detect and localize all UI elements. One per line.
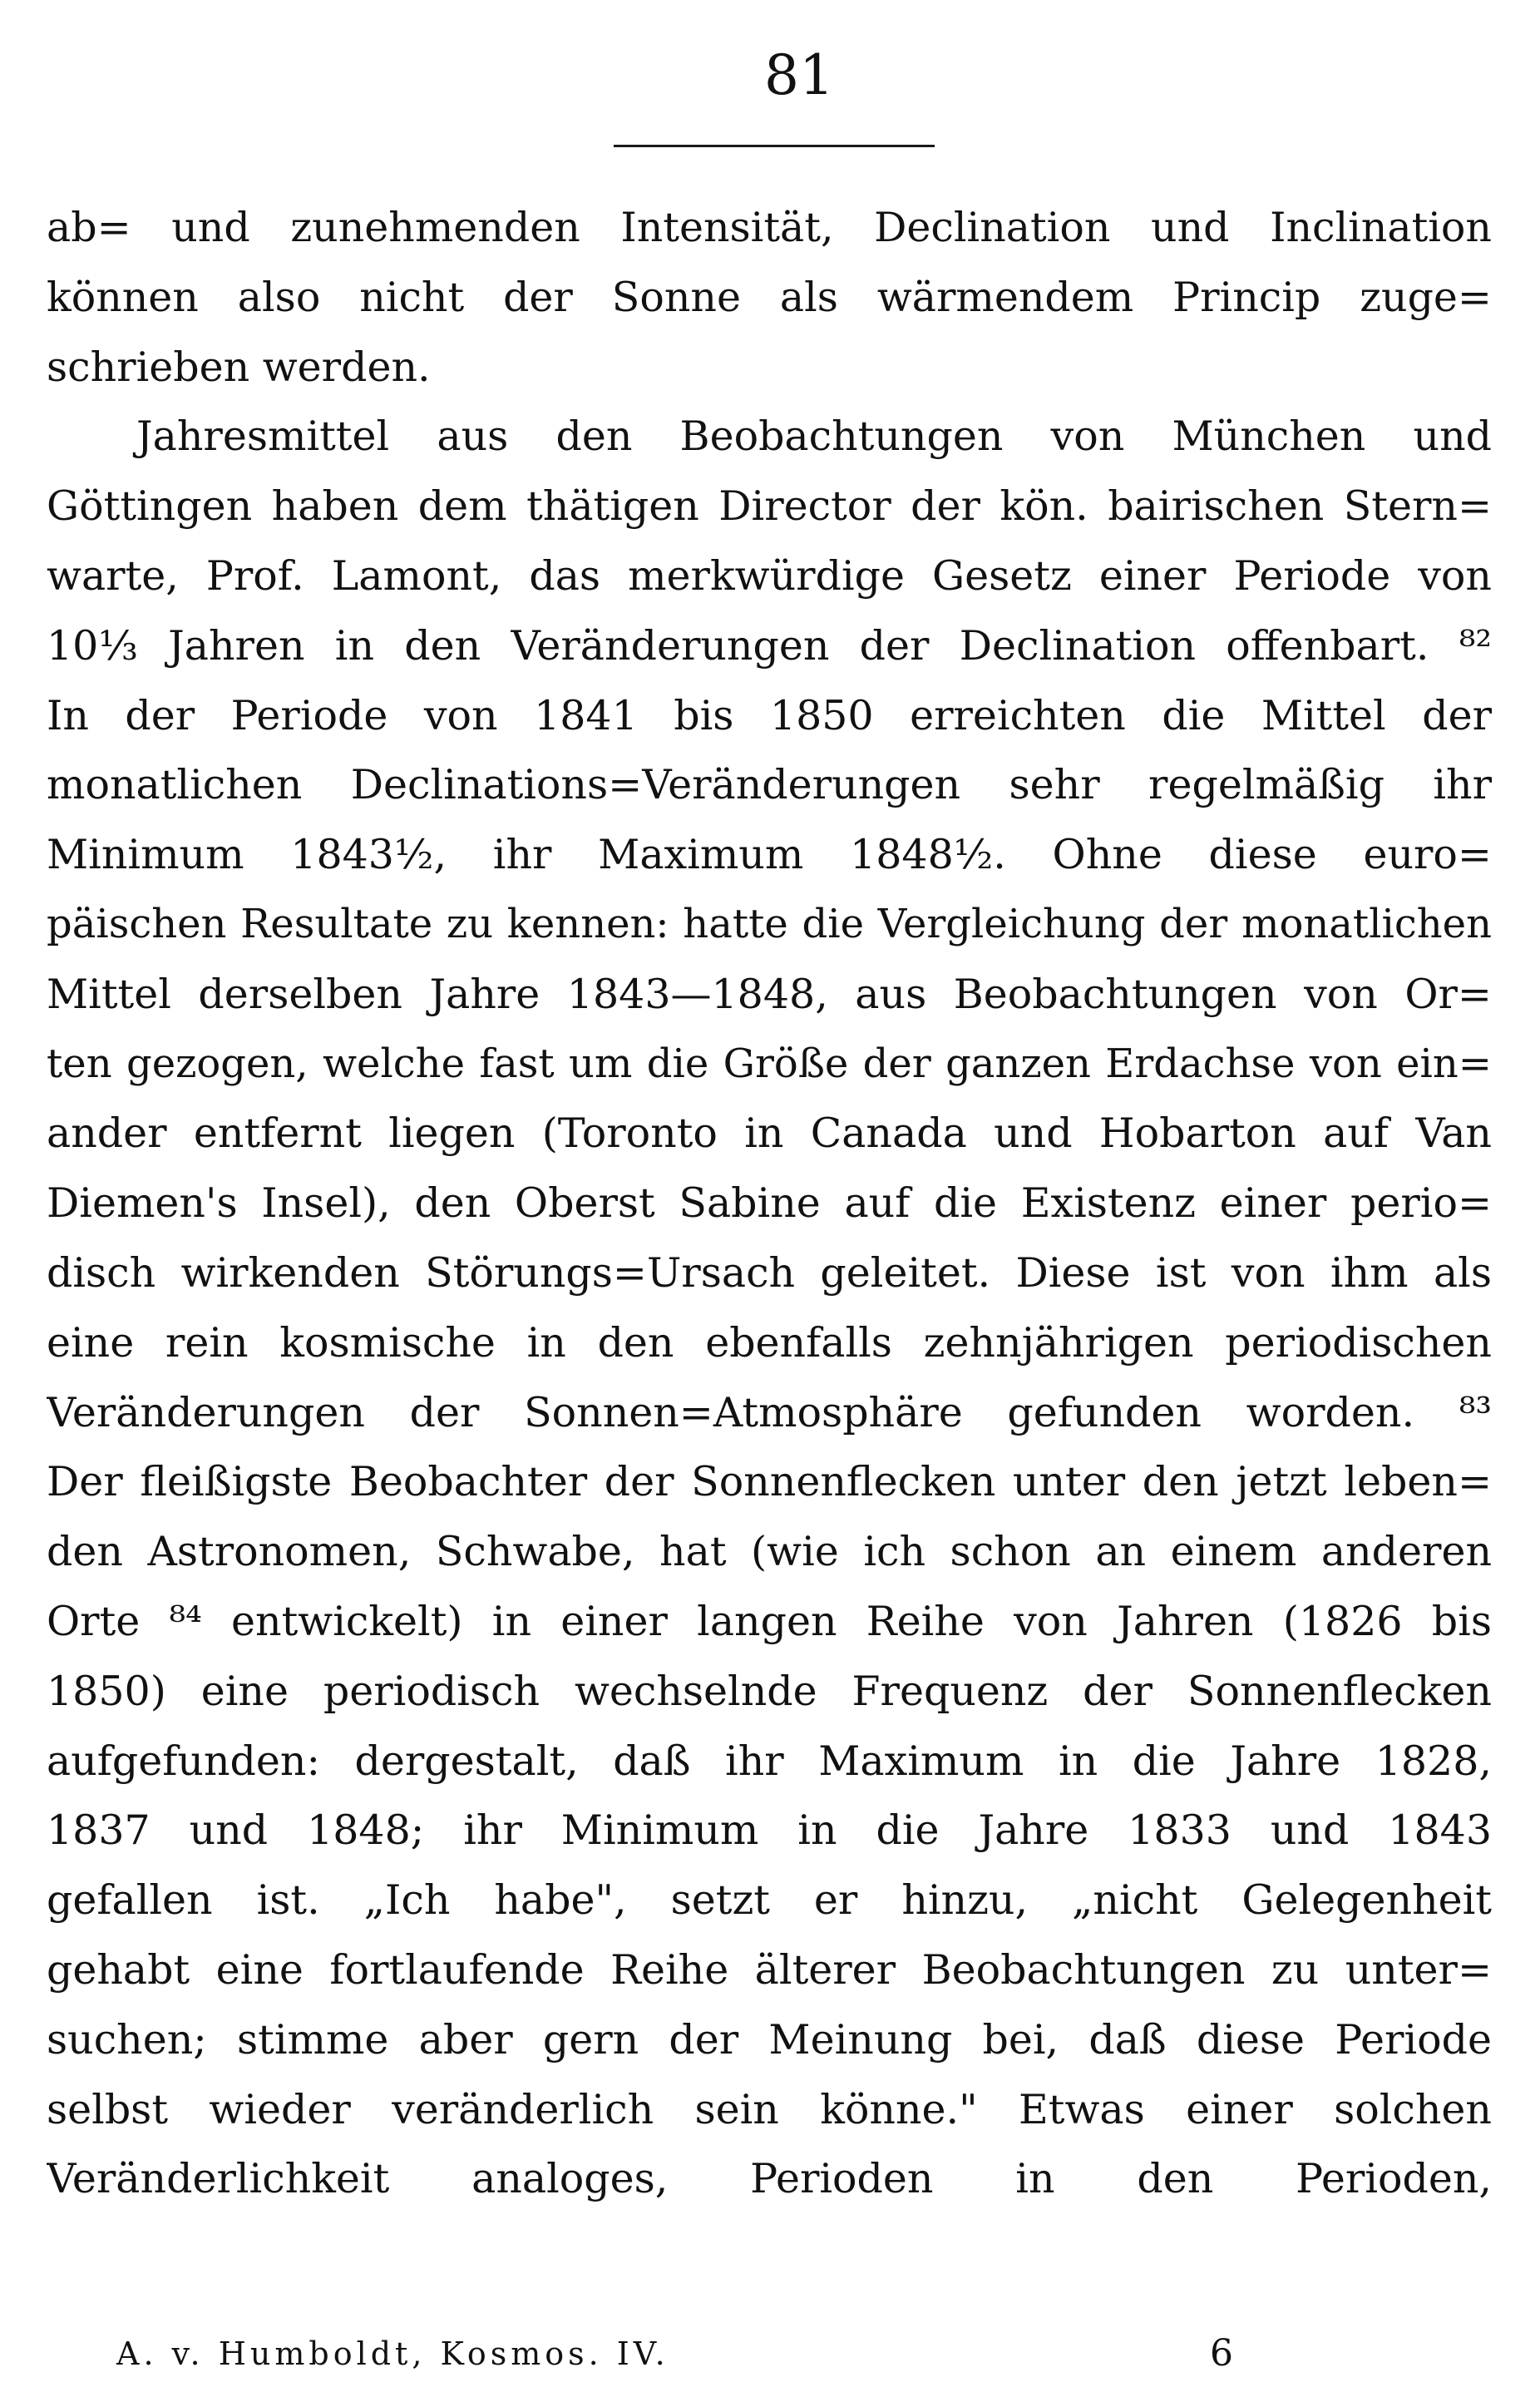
text-line: schrieben werden.	[47, 343, 431, 391]
text-line: Der fleißigste Beobachter der Sonnenflecken unter den jetzt leben=	[47, 1458, 1492, 1506]
text-line: monatlichen Declinations=Veränderungen sehr regelmäßig ihr	[47, 761, 1492, 809]
text-line: Veränderlichkeit analoges, Perioden in den Perioden,	[47, 2155, 1492, 2203]
text-line: können also nicht der Sonne als wärmendem Princip zuge=	[47, 273, 1492, 321]
text-line: ab= und zunehmenden Intensität, Declination und Inclination	[47, 204, 1492, 251]
text-line: ander entfernt liegen (Toronto in Canada und Hobarton auf Van	[47, 1110, 1492, 1158]
sheet-number: 6	[1210, 2332, 1233, 2375]
text-line: aufgefunden: dergestalt, daß ihr Maximum in die Jahre 1828,	[47, 1737, 1492, 1785]
body-text	[47, 193, 1492, 2214]
text-line: ten gezogen, welche fast um die Größe der ganzen Erdachse von ein=	[47, 1040, 1492, 1087]
page-footer	[116, 2329, 1281, 2379]
text-line: 1850) eine periodisch wechselnde Frequenz der Sonnenflecken	[47, 1667, 1492, 1715]
text-line: gehabt eine fortlaufende Reihe älterer Beobachtungen zu unter=	[47, 1945, 1492, 1994]
text-line: Veränderungen der Sonnen=Atmosphäre gefunden worden. ⁸³	[47, 1388, 1492, 1436]
text-line: In der Periode von 1841 bis 1850 erreichten die Mittel der	[47, 691, 1492, 739]
text-line: eine rein kosmische in den ebenfalls zehnjährigen periodischen	[47, 1318, 1492, 1367]
text-line: selbst wieder veränderlich sein könne." Etwas einer solchen	[47, 2085, 1492, 2133]
text-line: Jahresmittel aus den Beobachtungen von München und	[136, 413, 1492, 461]
text-line: den Astronomen, Schwabe, hat (wie ich schon an einem anderen	[47, 1528, 1492, 1576]
text-line: Orte ⁸⁴ entwickelt) in einer langen Reihe von Jahren (1826 bis	[47, 1597, 1492, 1645]
text-line: 1837 und 1848; ihr Minimum in die Jahre 1833 und 1843	[47, 1806, 1492, 1855]
text-line: Mittel derselben Jahre 1843—1848, aus Beobachtungen von Or=	[47, 970, 1492, 1018]
sheet-signature: A. v. Humboldt, Kosmos. IV.	[116, 2335, 669, 2372]
text-line: gefallen ist. „Ich habe", setzt er hinzu, „nicht Gelegenheit	[47, 1876, 1492, 1925]
text-line: warte, Prof. Lamont, das merkwürdige Gesetz einer Periode von	[47, 551, 1492, 600]
text-line: Diemen's Insel), den Oberst Sabine auf die Existenz einer perio=	[47, 1179, 1492, 1228]
text-line: 10⅓ Jahren in den Veränderungen der Declination offenbart. ⁸²	[47, 621, 1492, 670]
header-rule	[614, 145, 935, 147]
text-line: Göttingen haben dem thätigen Director der kön. bairischen Stern=	[47, 482, 1492, 531]
text-line: disch wirkenden Störungs=Ursach geleitet. Diese ist von ihm als	[47, 1248, 1492, 1297]
text-line: suchen; stimme aber gern der Meinung bei, daß diese Periode	[47, 2015, 1492, 2063]
text-line: päischen Resultate zu kennen: hatte die Vergleichung der monatlichen	[47, 900, 1492, 947]
page-number: 81	[764, 43, 834, 107]
text-line: Minimum 1843½, ihr Maximum 1848½. Ohne diese euro=	[47, 831, 1492, 879]
